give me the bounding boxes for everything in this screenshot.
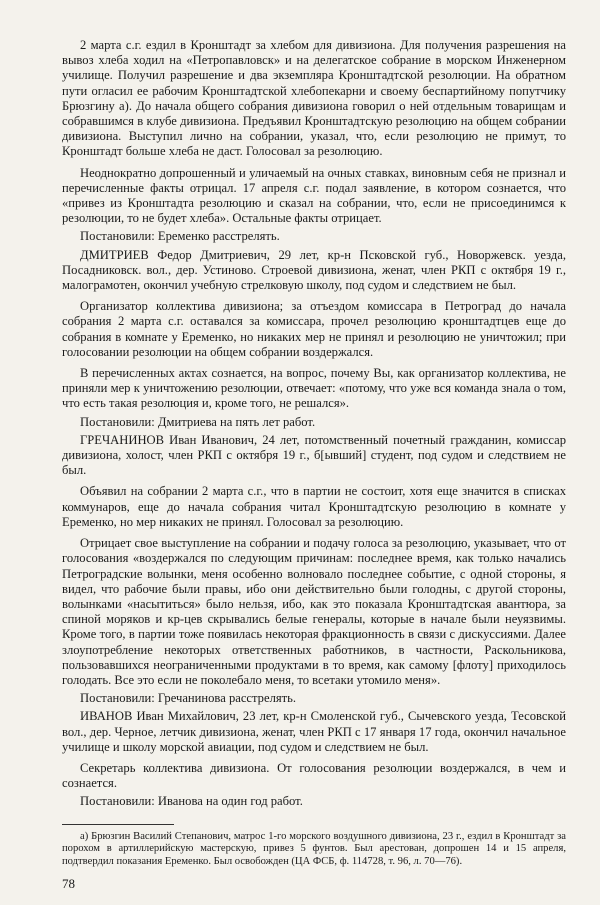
paragraph-grechaninov-actions: Объявил на собрании 2 марта с.г., что в партии не состоит, хотя еще значится в списках коммунаров, еще до начала собрания читал Кронштадтскую резолюцию в комнате у Еременко, но мер никаких не принял. Голосовал за резолюцию. [62, 484, 566, 529]
footnote-bryuzgin: а) Брюзгин Василий Степанович, матрос 1-го морского воздушного дивизиона, 23 г., ездил в Кронштадт за порохом в артиллерийскую мастерскую, привез 5 фунтов. Был арестован, допрошен 14 и 15 апреля, подтвердил показания Еременко. Был освобожден (ЦА ФСБ, ф. 114728, т. 96, л. 70—76). [62, 830, 566, 867]
paragraph-ivanov-role: Секретарь коллектива дивизиона. От голосования резолюции воздержался, в чем и сознается. [62, 760, 566, 791]
main-text [62, 38, 566, 810]
paragraph-verdict-eremenko: Постановили: Еременко расстрелять. [80, 229, 280, 244]
paragraph-grechaninov-statement: Отрицает свое выступление на собрании и подачу голоса за резолюцию, указывает, что от голосования «воздержался по следующим причинам: последнее время, как только начались Петроградские волынки, меня особенно волновало последнее событие, с одной стороны, я видел, что рабочие были правы, ибо они действительно были голодны, с другой стороны, волынками «насытиться» было нельзя, ибо, как это показала Кронштадтская авантюра, за спиной моряков и кр-цев скрывались белые генералы, которые в начале были неуязвимы. Кроме того, в партии тоже появилась некоторая фракционность в связи с дискуссиями. Далее злоупотребление некоторых ответственных работников, в частности, Раскольникова, пользовавшихся неограниченными продуктами в то время, как самому [флоту] приходилось голодать. Все это если не поколебало меня, то всетаки утомило меня». [62, 536, 566, 687]
paragraph-verdict-grechaninov: Постановили: Гречанинова расстрелять. [80, 691, 297, 706]
paragraph-grechaninov-bio: ГРЕЧАНИНОВ Иван Иванович, 24 лет, потомственный почетный гражданин, комиссар дивизиона, холост, член РКП с октября 19 г., б[ывший] студент, под судом и следствием не был. [62, 432, 566, 478]
paragraph-verdict-ivanov: Постановили: Иванова на один год работ. [80, 794, 303, 809]
paragraph-eremenko-trip: 2 марта с.г. ездил в Кронштадт за хлебом для дивизиона. Для получения разрешения на вывоз хлеба ходил на «Петропавловск» и на делегатское собрание в морском Инженерном училище. Получил разрешение и два экземпляра Кронштадтской резолюции. На обратном пути огласил ее рабочим Кронштадтской хлебопекарни и своему беспартийному попутчику Брюзгину а). До начала общего собрания дивизиона говорил о ней отдельным товарищам и собравшимся в клубе дивизиона. Предъявил Кронштадтскую резолюцию на общем собрании дивизиона. Выступил лично на собрании, указал, что, если резолюцию не примут, то Кронштадт больше хлеба не даст. Голосовал за резолюцию. [62, 38, 566, 159]
paragraph-eremenko-denial: Неоднократно допрошенный и уличаемый на очных ставках, виновным себя не признал и перечисленные факты отрицал. 17 апреля с.г. подал заявление, в котором сознается, что «привез из Кронштадта резолюцию и сказал на собрании, что, если не присоединимся к резолюции, то не будет хлеба». Остальные факты отрицает. [62, 165, 566, 226]
paragraph-verdict-dmitriev: Постановили: Дмитриева на пять лет работ. [80, 414, 316, 429]
page-number: 78 [62, 876, 75, 891]
footnote-divider [62, 824, 174, 825]
paragraph-ivanov-bio: ИВАНОВ Иван Михайлович, 23 лет, кр-н Смоленской губ., Сычевского уезда, Тесовской вол., дер. Черное, летчик дивизиона, женат, член РКП с 17 января 17 года, окончил начальное училище и школу морской авиации, под судом и следствием не был. [62, 709, 566, 754]
paragraph-dmitriev-bio: ДМИТРИЕВ Федор Дмитриевич, 29 лет, кр-н Псковской губ., Новоржевск. уезда, Посадниковск. вол., дер. Устиново. Строевой дивизиона, женат, член РКП с октября 19 г., малограмотен, окончил учебную стрелковую школу, под судом и следствием не был. [62, 247, 566, 293]
paragraph-dmitriev-confession: В перечисленных актах сознается, на вопрос, почему Вы, как организатор коллектива, не приняли мер к уничтожению резолюции, отвечает: «потому, что уже вся команда знала о том, что есть такая резолюция и, кроме того, не решался». [62, 366, 566, 411]
paragraph-dmitriev-role: Организатор коллектива дивизиона; за отъездом комиссара в Петроград до начала собрания 2 марта с.г. оставался за комиссара, прочел резолюцию кронштадтцев еще до собрания в комнате у Еременко, но никаких мер не принял и резолюцию не уничтожил; при голосовании резолюции на общем собрании воздержался. [62, 299, 566, 359]
